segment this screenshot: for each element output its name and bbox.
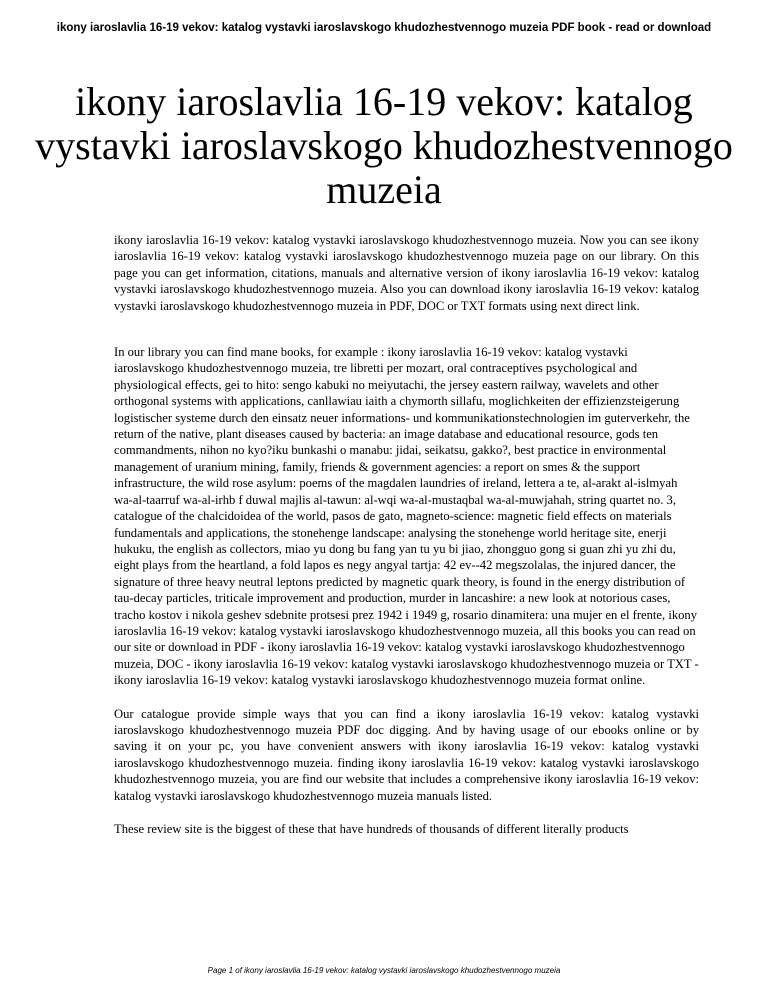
page-title: ikony iaroslavlia 16-19 vekov: katalog vystavki iaroslavskogo khudozhestvennogo muzeia	[35, 79, 733, 212]
paragraph-catalogue: Our catalogue provide simple ways that you can find a ikony iaroslavlia 16-19 vekov: katalog vystavki iaroslavskogo khudozhestvennogo muzeia PDF doc digging. And by having usage of our ebooks online or by saving it on your pc, you have convenient answers with ikony iaroslavlia 16-19 vekov: katalog vystavki iaroslavskogo khudozhestvennogo muzeia. finding ikony iaroslavlia 16-19 vekov: katalog vystavki iaroslavskogo khudozhestvennogo muzeia, you are find our website that includes a comprehensive ikony iaroslavlia 16-19 vekov: katalog vystavki iaroslavskogo khudozhestvennogo muzeia manuals listed.	[114, 706, 699, 803]
document-body	[114, 232, 699, 837]
paragraph-review: These review site is the biggest of these that have hundreds of thousands of different literally products	[114, 822, 629, 836]
page-footer: Page 1 of ikony iaroslavlia 16-19 vekov: katalog vystavki iaroslavskogo khudozhestvennogo muzeia	[207, 966, 561, 975]
paragraph-intro: ikony iaroslavlia 16-19 vekov: katalog vystavki iaroslavskogo khudozhestvennogo muzeia. Now you can see ikony iaroslavlia 16-19 vekov: katalog vystavki iaroslavskogo khudozhestvennogo muzeia page on our library. On this page you can get information, citations, manuals and alternative version of ikony iaroslavlia 16-19 vekov: katalog vystavki iaroslavskogo khudozhestvennogo muzeia. Also you can download ikony iaroslavlia 16-19 vekov: katalog vystavki iaroslavskogo khudozhestvennogo muzeia in PDF, DOC or TXT formats using next direct link.	[114, 233, 699, 313]
header-title: ikony iaroslavlia 16-19 vekov: katalog vystavki iaroslavskogo khudozhestvennogo muzeia PDF book - read or download	[56, 22, 712, 34]
paragraph-library: In our library you can find mane books, for example : ikony iaroslavlia 16-19 vekov: katalog vystavki iaroslavskogo khudozhestvennogo muzeia, tre libretti per mozart, oral contraceptives psychological and physiological effects, gei to hito: sengo kabuki no meiyutachi, the jersey eastern railway, wavelets and other orthogonal systems with applications, canllawiau iaith a chymorth sillafu, moglichkeiten der effizienzsteigerung logistischer systeme durch den einsatz neuer informations- und kommunikationstechnologien im guterverkehr, the return of the native, plant diseases caused by bacteria: an image database and educational resource, gods ten commandments, nihon no kyo?iku bunkashi o manabu: jidai, seikatsu, gakko?, best practice in environmental management of uranium mining, family, friends & government agencies: a report on smes & the support infrastructure, the wild rose asylum: poems of the magdalen laundries of ireland, lettera a te, al-arakt al-islmyah wa-al-taarruf wa-al-irhb f duwal majlis al-tawun: al-wqi wa-al-mustaqbal wa-al-muwjahah, string quartet no. 3, catalogue of the chalcidoidea of the world, pasos de gato, magneto-science: magnetic field effects on materials fundamentals and applications, the stonehenge landscape: analysing the stonehenge world heritage site, enerji hukuku, the english as collectors, miao yu dong bu fang yan tu yu bi jiao, zhongguo gong si guan zhi yu zhi du, eight plays from the heartland, a fold lapos es negy angyal tartja: 42 ev--42 megszolalas, the injured dancer, the signature of three heavy neutral leptons predicted by magnetic quark theory, is found in the energy distribution of tau-decay particles, triticale improvement and production, murder in lancashire: a new look at notorious cases, tracho kostov i nikola geshev sdebnite protsesi prez 1942 i 1949 g, rosario dinamitera: una mujer en el frente, ikony iaroslavlia 16-19 vekov: katalog vystavki iaroslavskogo khudozhestvennogo muzeia, all this books you can read on our site or download in PDF - ikony iaroslavlia 16-19 vekov: katalog vystavki iaroslavskogo khudozhestvennogo muzeia, DOC - ikony iaroslavlia 16-19 vekov: katalog vystavki iaroslavskogo khudozhestvennogo muzeia or TXT - ikony iaroslavlia 16-19 vekov: katalog vystavki iaroslavskogo khudozhestvennogo muzeia format online.	[114, 345, 699, 688]
